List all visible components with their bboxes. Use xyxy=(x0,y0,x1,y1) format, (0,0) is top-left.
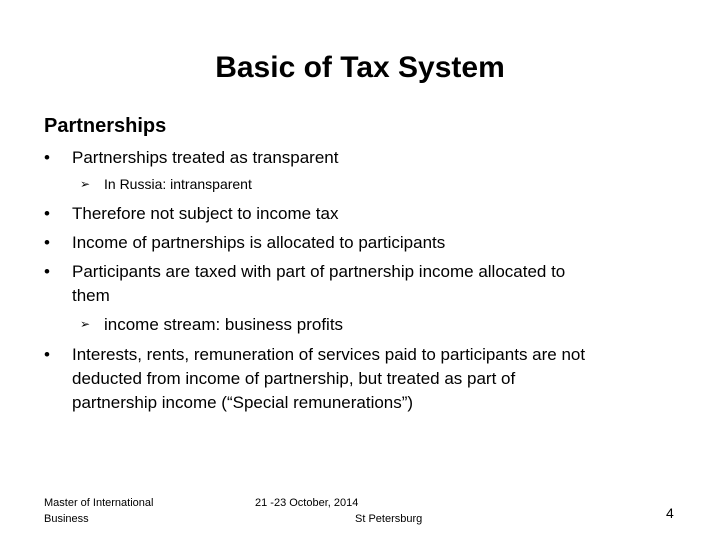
bullet-text: Therefore not subject to income tax xyxy=(72,204,339,223)
bullet-text-line: Interests, rents, remuneration of services paid to participants are not xyxy=(72,345,586,364)
bullet-marker: • xyxy=(44,233,50,252)
bullet-marker: • xyxy=(44,204,50,223)
bullet-marker: • xyxy=(44,148,50,167)
arrow-bullet-icon: ➢ xyxy=(80,177,91,191)
bullet-text: Partnerships treated as transparent xyxy=(72,148,339,167)
sub-bullet-text: income stream: business profits xyxy=(104,315,344,334)
bullet-text: Income of partnerships is allocated to participants xyxy=(72,233,446,252)
bullet-text-line: deducted from income of partnership, but treated as part of xyxy=(72,369,516,388)
page-number: 4 xyxy=(666,505,674,521)
footer-date: 21 -23 October, 2014 xyxy=(255,497,359,509)
bullet-text-line: them xyxy=(72,286,110,305)
footer-program-line2: Business xyxy=(44,513,89,525)
footer-location: St Petersburg xyxy=(355,513,423,525)
slide-subtitle: Partnerships xyxy=(44,115,167,137)
bullet-text-line: partnership income (“Special remunerations”) xyxy=(72,393,414,412)
footer-program-line1: Master of International xyxy=(44,497,154,509)
bullet-text-line: Participants are taxed with part of partnership income allocated to xyxy=(72,262,566,281)
arrow-bullet-icon: ➢ xyxy=(80,317,91,331)
bullet-marker: • xyxy=(44,345,50,364)
slide-title: Basic of Tax System xyxy=(215,51,505,84)
bullet-marker: • xyxy=(44,262,50,281)
sub-bullet-text: In Russia: intransparent xyxy=(104,176,252,192)
